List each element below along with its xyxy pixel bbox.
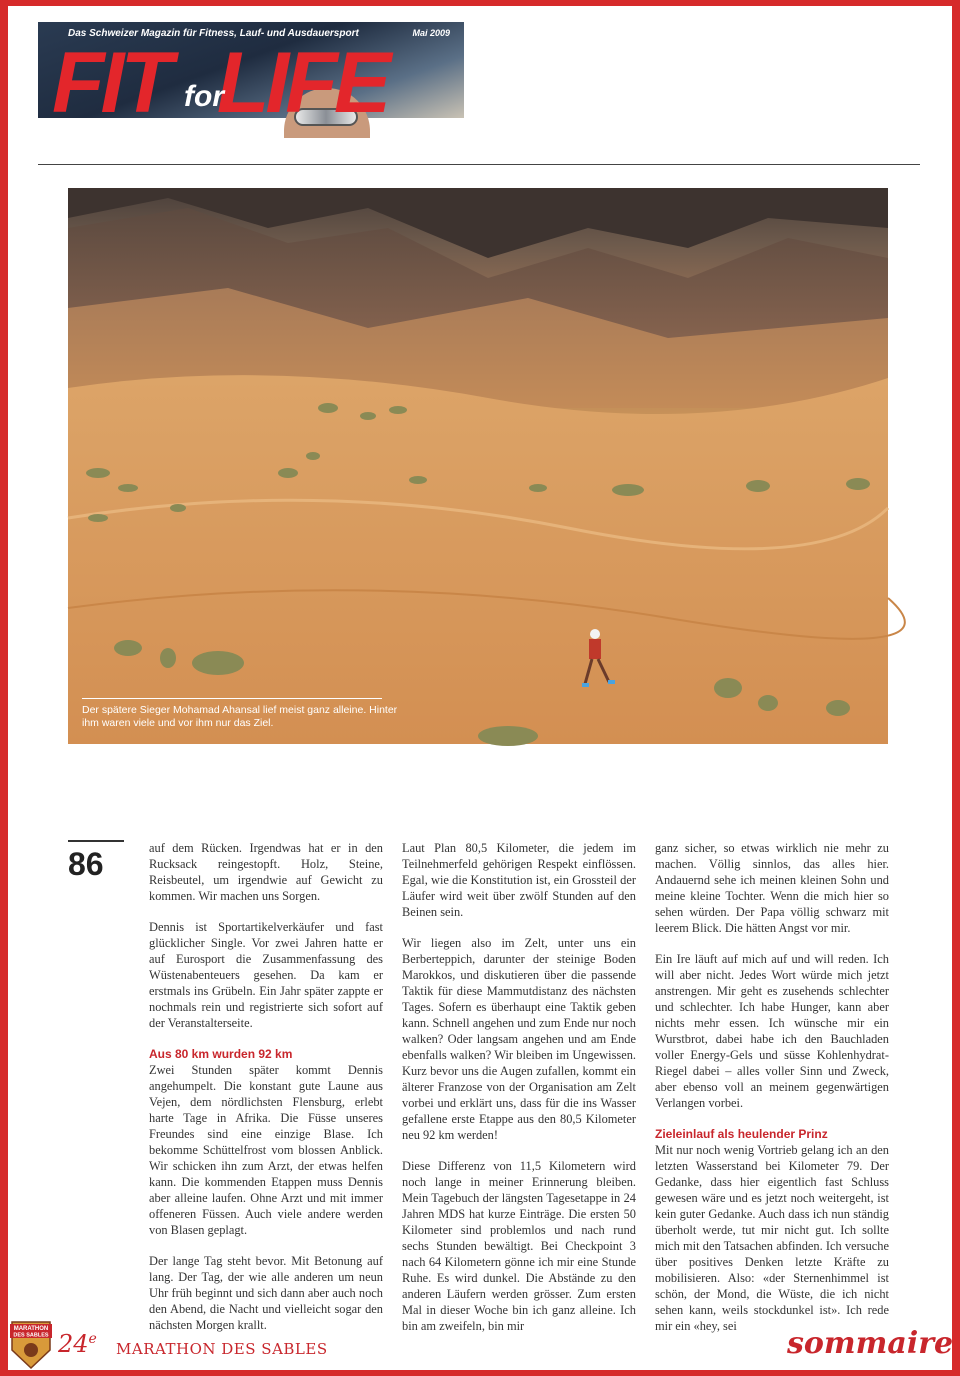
paragraph: Der lange Tag steht bevor. Mit Betonung auf lang. Der Tag, der wie alle anderen um neun Uhr früh beginnt und sich dann aber auch noch den Abend, die Nacht und vielleicht sogar den nächsten Morgen krallt. bbox=[149, 1254, 383, 1332]
caption-rule bbox=[82, 698, 382, 699]
edition-suffix: e bbox=[88, 1331, 97, 1347]
page-number-rule bbox=[68, 840, 124, 842]
page-frame-right bbox=[952, 0, 960, 1376]
page-frame-bottom bbox=[0, 1370, 960, 1376]
desert-illustration bbox=[68, 188, 888, 744]
text-column-3 bbox=[655, 840, 889, 1333]
sommaire-link[interactable]: sommaire bbox=[787, 1326, 954, 1361]
text-column-2 bbox=[402, 840, 636, 1333]
magazine-masthead bbox=[38, 22, 464, 131]
paragraph: Wir liegen also im Zelt, unter uns ein Berberteppich, darunter der steinige Boden Marokkos, und diskutieren über die passende Taktik für diese Mammutdistanz des nächsten Tages. Sofern es überhaupt eine Taktik geben kann. Schnell angehen und zum Ende nur noch walken? Oder langsam angehen und am Ende ebenfalls walken? Wir bleiben im Ungewissen. Kurz bevor uns die Augen zufallen, kommt ein älterer Franzose von der Organisation am Zelt vorbei und erklärt uns, dass für die ins Wasser gefallene erste Etappe aus den 80,5 Kilometer neu 92 km werden! bbox=[402, 936, 636, 1142]
page-frame-top bbox=[0, 0, 960, 6]
paragraph: Mit nur noch wenig Vortrieb gelang ich an den letzten Wasserstand bei Kilometer 79. Der Gedanke, dass hier eigentlich fast Schluss gewesen wäre und es jetzt noch weitergeht, ist kein guter Gedanke. Auch dass ich nun ständig überholt werde, tut mir nicht gut. Ich sollte mich mit den Tatsachen abfinden. Ich versuche über positives Denken letzte Kräfte zu mobilisieren. Also: «der Sternenhimmel ist schön, der Mond, die Wüste, die ich nicht sehen kann, weils stockdunkel ist». Ich rede mir ein «hey, sei bbox=[655, 1143, 889, 1333]
paragraph: Ein Ire läuft auf mich auf und will reden. Ich will aber nicht. Jedes Wort würde mich jetzt anstrengen. Mir geht es zusehends schlechter und schlechter. Ich habe Hunger, kann aber nichts mehr essen. Ich wünsche mir ein Wurstbrot, dabei habe ich den Bauchladen voller Energy-Gels und süsse Kohlenhydrat-Riegel dabei – alles voller Sinn und Zweck, aber ebenso voll an meinem gegenwärtigen Verlangen vorbei. bbox=[655, 952, 889, 1110]
paragraph: Dennis ist Sportartikelverkäufer und fast glücklicher Single. Vor zwei Jahren hatte er auf Eurosport die Zusammenfassung des Wüstenabenteuers gesehen. Da kam er erstmals ins Grübeln. Ein Jahr später zappte er nochmals rein und registrierte sich sofort auf der Veranstalterseite. bbox=[149, 920, 383, 1030]
section-heading: Aus 80 km wurden 92 km bbox=[149, 1047, 293, 1061]
page-frame-left bbox=[0, 0, 8, 1376]
desert-photo bbox=[68, 188, 888, 744]
svg-text:MARATHON: MARATHON bbox=[13, 1326, 49, 1332]
text-column-1 bbox=[149, 840, 383, 1332]
page-number: 86 bbox=[68, 846, 104, 882]
paragraph: ganz sicher, so etwas wirklich nie mehr zu machen. Völlig sinnlos, das alles hier. Andauernd sehe ich meinen kleinen Sohn und meine kleine Tochter. Wenn die mich hier so sehen würden. Der Papa völlig schwarz mit leerem Blick. Die hätten Angst vor mir. bbox=[655, 841, 889, 935]
section-heading: Zieleinlauf als heulender Prinz bbox=[655, 1127, 828, 1141]
issue-date: Mai 2009 bbox=[412, 28, 450, 38]
edition-value: 24 bbox=[58, 1330, 89, 1358]
paragraph: Diese Differenz von 11,5 Kilometern wird noch lange in meiner Erinnerung bleiben. Mein Tagebuch der längsten Tagesetappe in 24 Jahren MDS hat kurze Einträge. Die ersten 50 Kilometer sind problemlos und nach rund sechs Stunden bewältigt. Bei Checkpoint 3 nach 64 Kilometern gönne ich mir eine Stunde Ruhe. Es wird dunkel. Die Abstände zu den anderen Läufern werden grösser. Zum ersten Mal in dieser Woche bin ich ganz alleine. Ich bin am zweifeln, bin mir bbox=[402, 1159, 636, 1333]
paragraph: auf dem Rücken. Irgendwas hat er in den Rucksack reingestopft. Holz, Steine, Reisbeutel, um irgendwie auf Gewicht zu kommen. Wir machen uns Sorgen. bbox=[149, 841, 383, 903]
header-rule bbox=[38, 164, 920, 165]
photo-caption: Der spätere Sieger Mohamad Ahansal lief meist ganz alleine. Hinter ihm waren viele und vor ihm nur das Ziel. bbox=[82, 704, 398, 729]
logo-fit: FIT bbox=[52, 35, 169, 131]
sand-dunes bbox=[68, 375, 888, 744]
edition-number bbox=[58, 1330, 97, 1358]
logo-life: LIFE bbox=[216, 35, 388, 131]
svg-text:DES SABLES: DES SABLES bbox=[13, 1332, 49, 1339]
logo-for: for bbox=[184, 80, 224, 113]
event-name: MARATHON DES SABLES bbox=[116, 1340, 328, 1358]
paragraph: Zwei Stunden später kommt Dennis angehumpelt. Die konstant gute Laune aus Vejen, dem nördlichsten Flensburg, erlebt harte Tage in Afrika. Die Füsse unseres Freundes sind eine einzige Blase. Ich bekomme Schüttelfrost vom blossen Anblick. Wir schicken ihn zum Arzt, der etwas helfen kann. Die kommenden Etappen muss Dennis aber alleine laufen. Ohne Arzt und mit immer offeneren Füssen. Auch viele andere werden von Blasen geplagt. bbox=[149, 1063, 383, 1237]
masthead-tagline: Das Schweizer Magazin für Fitness, Lauf- und Ausdauersport bbox=[68, 28, 359, 39]
marathon-des-sables-badge-icon bbox=[8, 1320, 54, 1370]
paragraph: Laut Plan 80,5 Kilometer, die jedem im Teilnehmerfeld gehörigen Respekt einflössen. Egal, wie die Konstitution ist, ein Grossteil der Läufer wird weit über zwölf Stunden auf den Beinen sein. bbox=[402, 841, 636, 919]
